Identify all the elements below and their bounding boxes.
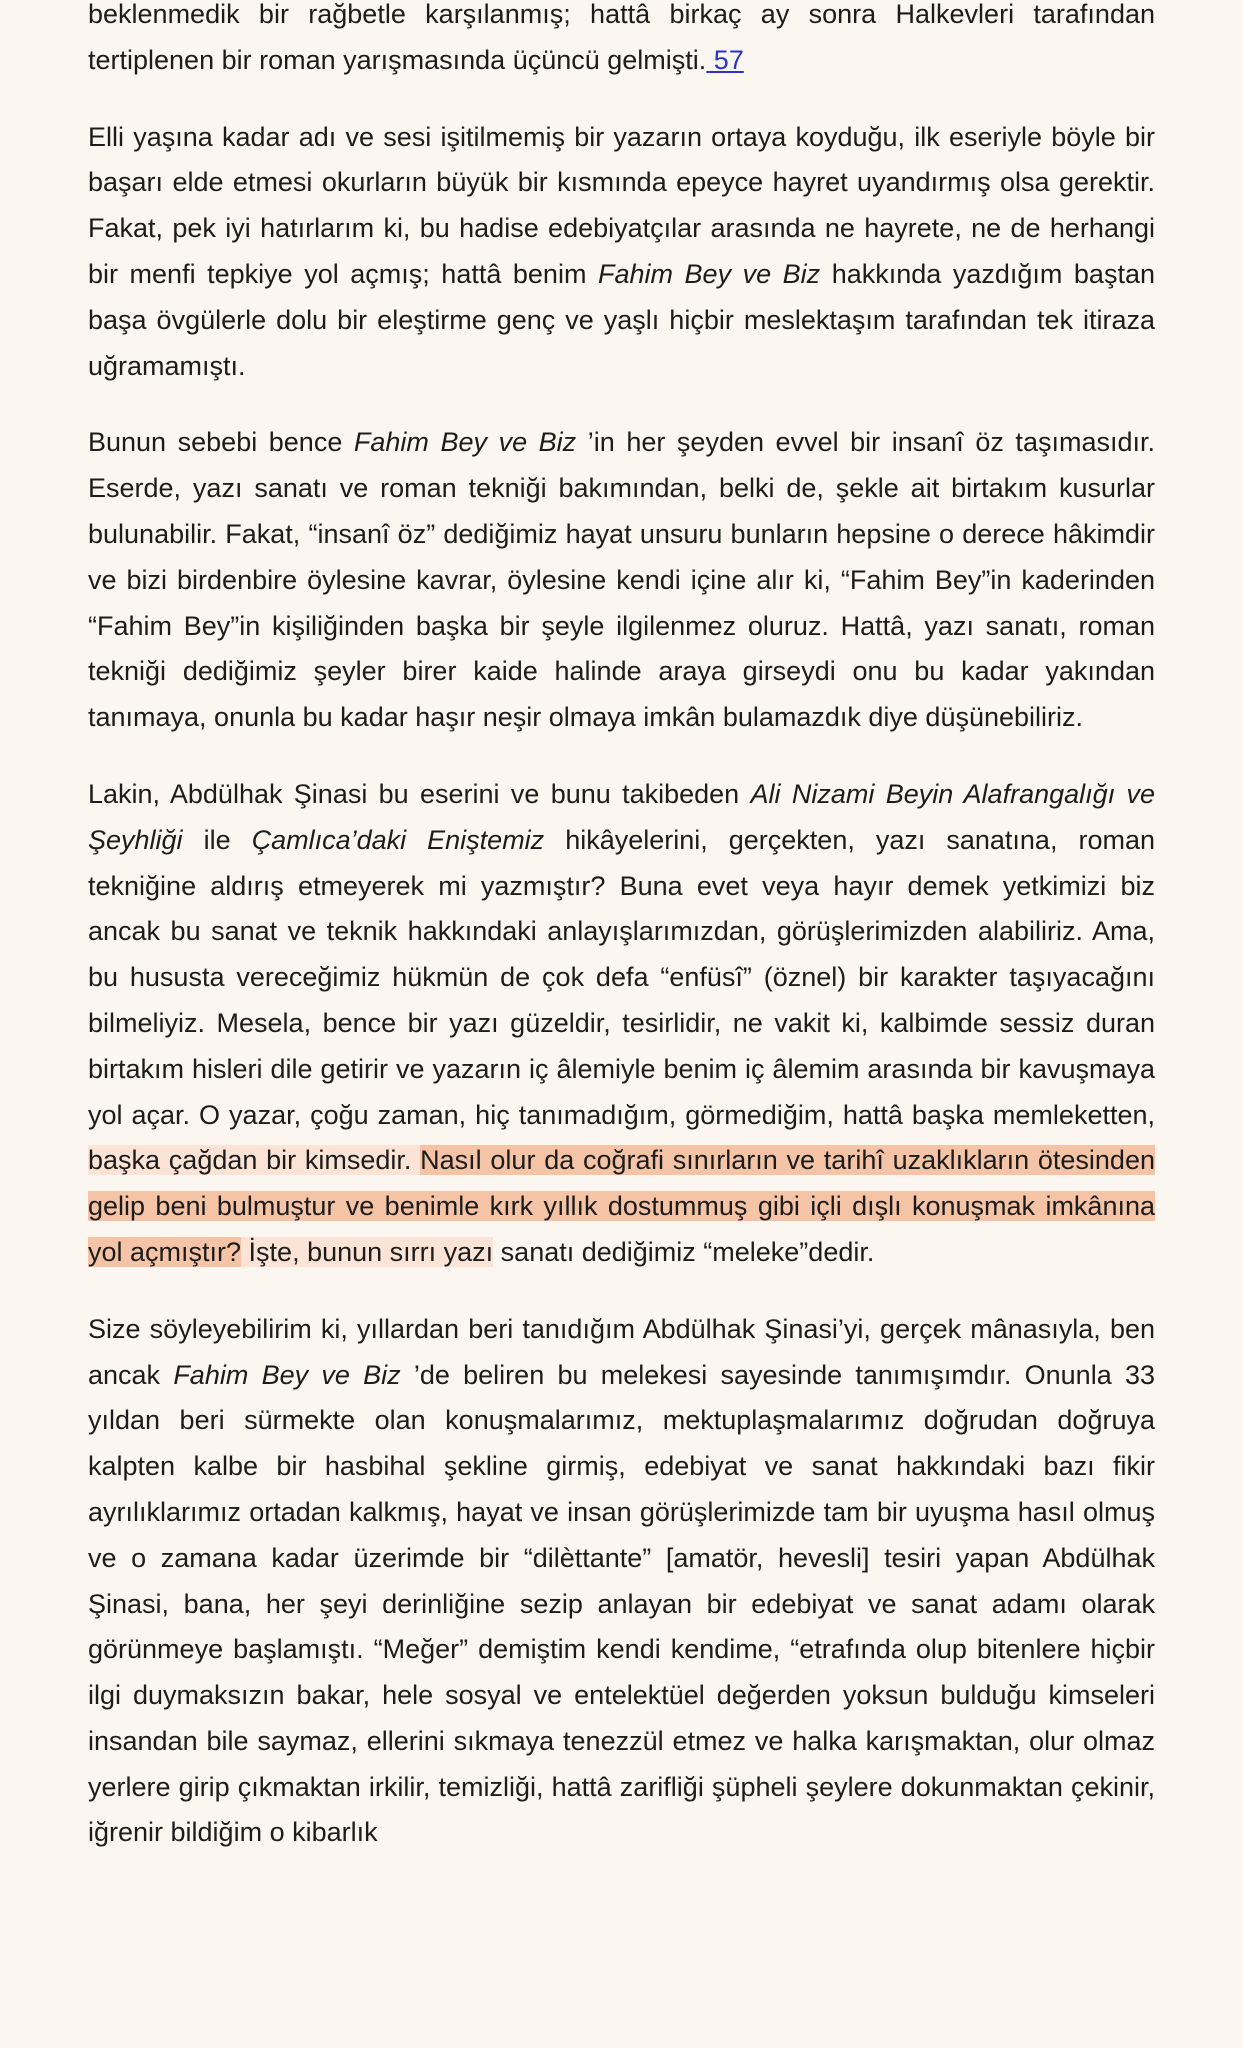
paragraph-text: ’de beliren bu melekesi sayesinde tanımışımdır. Onunla 33 yıldan beri sürmekte olan konuşmalarımız, mektuplaşmalarımız doğrudan doğruya kalpten kalbe bir hasbihal şekline girmiş, edebiyat ve sanat hakkındaki bazı fikir ayrılıklarımız ortadan kalkmış, hayat ve insan görüşlerimizde tam bir uyuşma hasıl olmuş ve o zamana kadar üzerimde bir “dilèttante” [amatör, hevesli] tesiri yapan Abdülhak Şinasi, bana, her şeyi derinliğine sezip anlayan bir edebiyat ve sanat adamı olarak görünmeye başlamıştı. “Meğer” demiştim kendi kendime, “etrafında olup bitenlere hiçbir ilgi duymaksızın bakar, hele sosyal ve entelektüel değerden yoksun bulduğu kimseleri insandan bile saymaz, ellerini sıkmaya tenezzül etmez ve halka karışmaktan, olur olmaz yerlere girip çıkmaktan irkilir, temizliği, hattâ zarifliği şüpheli şeylere dokunmaktan çekinir, iğrenir bildiğim o kibarlık <box>88 1359 1155 1848</box>
book-title: Çamlıca’daki Eniştemiz <box>251 824 545 855</box>
book-title: Ali Nizami Beyin Alafrangalığı ve Şeyhliği <box>88 778 1155 855</box>
book-title: Fahim Bey ve Biz <box>597 258 821 289</box>
paragraph-2 <box>88 115 1155 390</box>
paragraph-text: Bunun sebebi bence <box>88 427 354 458</box>
book-title: Fahim Bey ve Biz <box>173 1359 401 1390</box>
text-highlight-light[interactable]: İşte, bunun sırrı yazı <box>241 1236 494 1267</box>
paragraph-text: beklenmedik bir rağbetle karşılanmış; hattâ birkaç ay sonra Halkevleri tarafından tertiplenen bir roman yarışmasında üçüncü gelmişti. <box>88 0 1155 75</box>
paragraph-text: hakkında yazdığım baştan başa övgülerle dolu bir eleştirme genç ve yaşlı hiçbir meslektaşım tarafından tek itiraza uğramamıştı. <box>88 258 1155 381</box>
book-title: Fahim Bey ve Biz <box>353 427 577 458</box>
paragraph-text: sanatı dediğimiz “meleke”dedir. <box>493 1236 875 1267</box>
paragraph-4 <box>88 772 1155 1276</box>
paragraph-3 <box>88 420 1155 741</box>
paragraph-text: hikâyelerini, gerçekten, yazı sanatına, roman tekniğine aldırış etmeyerek mi yazmıştır? Buna evet veya hayır demek yetkimizi biz ancak bu sanat ve teknik hakkındaki anlayışlarımızdan, görüşlerimizden alabiliriz. Ama, bu hususta vereceğimiz hükmün de çok defa “enfüsî” (öznel) bir karakter taşıyacağını bilmeliyiz. Mesela, bence bir yazı güzeldir, tesirlidir, ne vakit ki, kalbimde sessiz duran birtakım hisleri dile getirir ve yazarın iç âlemiyle benim iç âlemim arasında bir kavuşmaya yol açar. O yazar, çoğu zaman, hiç tanımadığım, görmediğim, hattâ başka memleketten, <box>88 824 1155 1130</box>
text-highlight-selected[interactable]: Nasıl olur da coğrafi sınırların ve tarihî uzaklıkların ötesinden gelip beni bulmuştur ve benimle kırk yıllık dostummuş gibi içli dışlı konuşmak imkânına yol açmıştır? <box>88 1145 1155 1267</box>
paragraph-text: Size söyleyebilirim ki, yıllardan beri tanıdığım Abdülhak Şinasi’yi, gerçek mânasıyla, ben ancak <box>88 1313 1155 1390</box>
paragraph-1 <box>88 0 1155 84</box>
paragraph-text: Elli yaşına kadar adı ve sesi işitilmemiş bir yazarın ortaya koyduğu, ilk eseriyle böyle bir başarı elde etmesi okurların büyük bir kısmında epeyce hayret uyandırmış olsa gerektir. Fakat, pek iyi hatırlarım ki, bu hadise edebiyatçılar arasında ne hayrete, ne de herhangi bir menfi tepkiye yol açmış; hattâ benim <box>88 121 1155 289</box>
paragraph-5 <box>88 1307 1155 1857</box>
footnote-link[interactable]: 57 <box>706 44 744 75</box>
text-highlight-light[interactable]: başka çağdan bir kimsedir. <box>88 1145 421 1176</box>
paragraph-text: ile <box>182 824 252 855</box>
paragraph-text: ’in her şeyden evvel bir insanî öz taşımasıdır. Eserde, yazı sanatı ve roman tekniği bakımından, belki de, şekle ait birtakım kusurlar bulunabilir. Fakat, “insanî öz” dediğimiz hayat unsuru bunların hepsine o derece hâkimdir ve bizi birdenbire öylesine kavrar, öylesine kendi içine alır ki, “Fahim Bey”in kaderinden “Fahim Bey”in kişiliğinden başka bir şeyle ilgilenmez oluruz. Hattâ, yazı sanatı, roman tekniği dediğimiz şeyler birer kaide halinde araya girseydi onu bu kadar yakından tanımaya, onunla bu kadar haşır neşir olmaya imkân bulamazdık diye düşünebiliriz. <box>88 427 1155 733</box>
paragraph-text: Lakin, Abdülhak Şinasi bu eserini ve bunu takibeden <box>88 778 751 809</box>
